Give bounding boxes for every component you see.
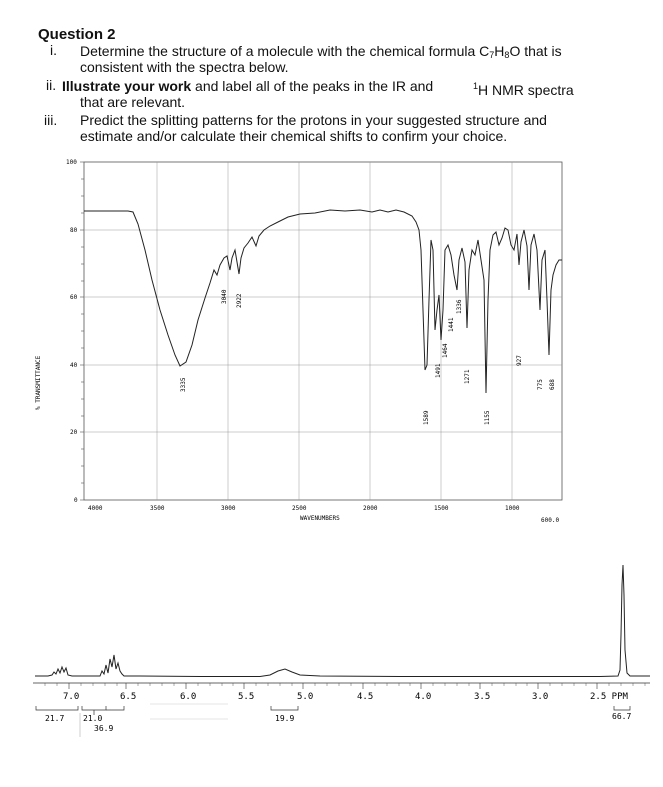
nmr-spectrum	[0, 555, 663, 755]
ir-peak-1271: 1271	[464, 369, 471, 384]
ir-peak-2922: 2922	[236, 293, 243, 308]
ir-xtick-1500: 1500	[434, 505, 449, 512]
ir-peak-3335: 3335	[180, 377, 187, 392]
ir-xtick-4000: 4000	[88, 505, 103, 512]
ir-ytick-40: 40	[70, 362, 78, 369]
integral-bracket-2	[82, 706, 106, 710]
nmr-tick-2.5-ppm: 2.5 PPM	[590, 692, 628, 702]
nmr-tick-5.0: 5.0	[297, 692, 314, 702]
ir-peak-927: 927	[516, 355, 523, 366]
ir-peak-775: 775	[537, 379, 544, 390]
ir-peak-1336: 1336	[456, 299, 463, 314]
item-number-ii: ii.	[46, 77, 57, 93]
ir-xtick-2000: 2000	[363, 505, 378, 512]
ir-xtick-3000: 3000	[221, 505, 236, 512]
integral-bracket-4	[271, 706, 298, 710]
item-i-line-2: consistent with the spectra below.	[80, 59, 289, 75]
ir-ytick-100: 100	[66, 159, 77, 166]
nmr-integral-19.9: 19.9	[275, 714, 295, 723]
ir-ytick-60: 60	[70, 294, 78, 301]
ir-peak-1491: 1491	[435, 363, 442, 378]
item-number-iii: iii.	[44, 112, 58, 128]
ir-trace	[84, 210, 562, 393]
ir-peak-1155: 1155	[484, 410, 491, 425]
ir-peak-1464: 1464	[442, 343, 449, 358]
ir-spectrum	[0, 150, 663, 530]
ir-plot-frame	[84, 162, 562, 500]
nmr-tick-4.0: 4.0	[415, 692, 432, 702]
item-ii-line-1: Illustrate your work and label all of the peaks in the IR and	[62, 78, 434, 94]
item-iii-line-2: estimate and/or calculate their chemical shifts to confirm your choice.	[80, 128, 508, 144]
ir-ylabel: % TRANSMITTANCE	[35, 355, 42, 410]
nmr-integral-21.7: 21.7	[45, 714, 65, 723]
ir-peak-688: 688	[549, 379, 556, 390]
ir-peak-1589: 1589	[423, 410, 430, 425]
ir-xlabel: WAVENUMBERS	[300, 515, 340, 522]
nmr-integral-66.7: 66.7	[612, 712, 632, 721]
nmr-tick-3.5: 3.5	[474, 692, 491, 702]
nmr-tick-6.5: 6.5	[120, 692, 137, 702]
nmr-tick-5.5: 5.5	[238, 692, 255, 702]
nmr-tick-7.0: 7.0	[63, 692, 80, 702]
ir-peak-3040: 3040	[221, 289, 228, 304]
ir-peak-1441: 1441	[448, 317, 455, 332]
ir-xtick-1000: 1000	[505, 505, 520, 512]
item-number-i: i.	[50, 42, 57, 58]
nmr-tick-6.0: 6.0	[180, 692, 197, 702]
item-iii-line-1: Predict the splitting patterns for the protons in your suggested structure and	[80, 112, 547, 128]
ir-xtick-2500: 2500	[292, 505, 307, 512]
nmr-tick-3.0: 3.0	[532, 692, 549, 702]
question-title: Question 2	[38, 26, 116, 43]
ir-xtick-600: 600.0	[541, 517, 560, 524]
ir-ytick-80: 80	[70, 227, 78, 234]
item-ii-line-2: that are relevant.	[80, 94, 186, 110]
ir-xtick-3500: 3500	[150, 505, 165, 512]
item-ii-nmr-label: $^1$H NMR spectra	[473, 81, 574, 98]
nmr-integral-21.0: 21.0	[83, 714, 103, 723]
ir-ytick-20: 20	[70, 429, 78, 436]
ir-ytick-0: 0	[74, 497, 78, 504]
nmr-tick-4.5: 4.5	[357, 692, 374, 702]
integral-bracket-5	[614, 706, 630, 710]
item-i-line-1: Determine the structure of a molecule with the chemical formula $C_7H_8O$ that is	[80, 43, 562, 60]
nmr-trace	[35, 565, 650, 677]
nmr-integral-36.9: 36.9	[94, 724, 114, 733]
integral-bracket-1	[36, 706, 78, 710]
